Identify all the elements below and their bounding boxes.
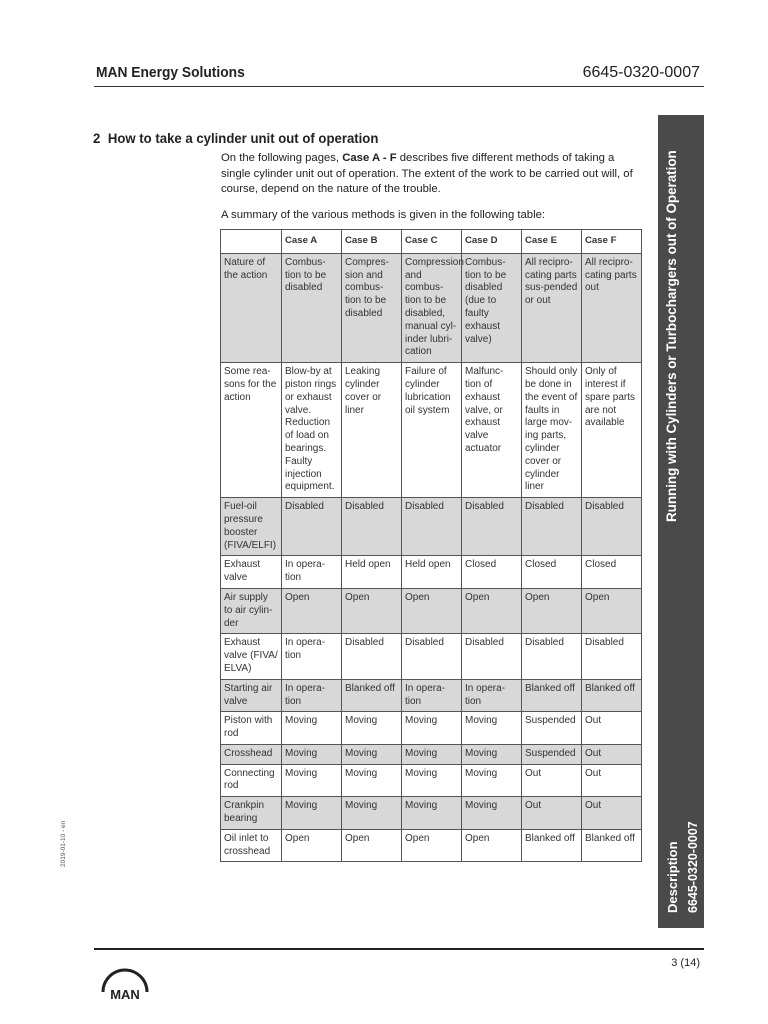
table-cell: Disabled (522, 634, 582, 679)
table-cell: Held open (402, 556, 462, 589)
table-cell: Open (402, 829, 462, 862)
table-cell: Moving (402, 712, 462, 745)
table-header-cell: Case C (402, 230, 462, 254)
table-cell: Only of interest if spare parts are not available (582, 363, 642, 498)
header-rule (94, 86, 704, 87)
summary-text: A summary of the various methods is given in the following table: (221, 209, 546, 221)
table-cell: In opera-tion (402, 679, 462, 712)
table-row (221, 588, 642, 633)
table-cell: Disabled (462, 498, 522, 556)
table-header-cell: Case E (522, 230, 582, 254)
table-cell: Suspended (522, 744, 582, 764)
table-cell: Open (342, 588, 402, 633)
table-cell: Moving (342, 764, 402, 797)
logo-text: MAN (110, 987, 140, 1002)
table-cell: Combus-tion to be disabled (282, 253, 342, 362)
table-cell: Moving (282, 797, 342, 830)
section-title-text: How to take a cylinder unit out of operation (107, 130, 379, 146)
table-cell: Closed (522, 556, 582, 589)
section-title (93, 130, 378, 146)
sidebar-description: Description (665, 841, 680, 913)
table-row (221, 797, 642, 830)
row-label-cell: Some rea-sons for the action (221, 363, 282, 498)
table-cell: All recipro-cating parts out (582, 253, 642, 362)
table-cell: Out (582, 797, 642, 830)
table-cell: Out (582, 712, 642, 745)
table-cell: Moving (462, 764, 522, 797)
summary-table (220, 229, 642, 862)
header-doc-number: 6645-0320-0007 (582, 64, 700, 81)
table-cell: In opera-tion (282, 634, 342, 679)
margin-date-stamp: 2019-01-10 - en (60, 820, 67, 867)
table-cell: Open (462, 588, 522, 633)
row-label-cell: Exhaust valve (FIVA/ ELVA) (221, 634, 282, 679)
intro-paragraph (221, 151, 641, 198)
table-cell: Moving (402, 744, 462, 764)
table-cell: Out (582, 764, 642, 797)
table-cell: Disabled (342, 634, 402, 679)
table-header-cell: Case D (462, 230, 522, 254)
table-header-cell: Case B (342, 230, 402, 254)
row-label-cell: Air supply to air cylin-der (221, 588, 282, 633)
table-cell: All recipro-cating parts sus-pended or out (522, 253, 582, 362)
table-cell: Moving (342, 712, 402, 745)
table-cell: Disabled (462, 634, 522, 679)
table-cell: Leaking cylinder cover or liner (342, 363, 402, 498)
table-cell: Failure of cylinder lubrication oil system (402, 363, 462, 498)
table-header-blank (221, 230, 282, 254)
section-number: 2 (93, 130, 101, 146)
table-cell: Compression and combus-tion to be disabled, manual cyl-inder lubri-cation (402, 253, 462, 362)
table-cell: Out (522, 764, 582, 797)
table-cell: Moving (402, 764, 462, 797)
table-row (221, 829, 642, 862)
intro-bold: Case A - F (342, 152, 397, 164)
row-label-cell: Crankpin bearing (221, 797, 282, 830)
table-cell: Moving (282, 744, 342, 764)
table-cell: Blanked off (582, 679, 642, 712)
table-row (221, 679, 642, 712)
table-cell: Open (522, 588, 582, 633)
table-row (221, 764, 642, 797)
table-cell: Open (282, 829, 342, 862)
table-cell: Open (342, 829, 402, 862)
table-cell: Closed (462, 556, 522, 589)
intro-text-2: describes five different methods of taking a single cylinder unit out of operation. The extent of the work to be carried out will, of course, depend on the nature of the trouble. (221, 152, 633, 195)
table-cell: In opera-tion (462, 679, 522, 712)
table-cell: Compres-sion and combus-tion to be disabled (342, 253, 402, 362)
table-body (221, 253, 642, 862)
row-label-cell: Fuel-oil pressure booster (FIVA/ELFI) (221, 498, 282, 556)
table-cell: Held open (342, 556, 402, 589)
table-cell: Disabled (282, 498, 342, 556)
table-cell: Disabled (402, 634, 462, 679)
table-cell: Moving (282, 764, 342, 797)
table-row (221, 556, 642, 589)
table-row (221, 253, 642, 362)
table-cell: Moving (282, 712, 342, 745)
table-cell: Open (402, 588, 462, 633)
table-cell: Disabled (522, 498, 582, 556)
table-cell: Moving (462, 797, 522, 830)
table-cell: In opera-tion (282, 679, 342, 712)
row-label-cell: Crosshead (221, 744, 282, 764)
table-cell: Blanked off (582, 829, 642, 862)
row-label-cell: Starting air valve (221, 679, 282, 712)
table-cell: Out (582, 744, 642, 764)
table-cell: Disabled (582, 498, 642, 556)
table-cell: Moving (462, 712, 522, 745)
table-cell: Blanked off (342, 679, 402, 712)
table-cell: Disabled (582, 634, 642, 679)
row-label-cell: Exhaust valve (221, 556, 282, 589)
table-header-row (221, 230, 642, 254)
table-cell: Disabled (342, 498, 402, 556)
footer-rule (94, 948, 704, 950)
table-cell: Blanked off (522, 829, 582, 862)
sidebar-title: Running with Cylinders or Turbochargers out of Operation (664, 150, 679, 522)
table-cell: Should only be done in the event of faults in large mov-ing parts, cylinder cover or cylinder liner (522, 363, 582, 498)
table-cell: Blanked off (522, 679, 582, 712)
table-cell: Malfunc-tion of exhaust valve, or exhaust valve actuator (462, 363, 522, 498)
table-cell: In opera-tion (282, 556, 342, 589)
table-cell: Open (462, 829, 522, 862)
table-cell: Moving (342, 797, 402, 830)
table-header-cell: Case F (582, 230, 642, 254)
table-cell: Moving (402, 797, 462, 830)
table-cell: Moving (342, 744, 402, 764)
table-cell: Moving (462, 744, 522, 764)
row-label-cell: Nature of the action (221, 253, 282, 362)
page-number: 3 (14) (671, 957, 700, 969)
table-cell: Out (522, 797, 582, 830)
table-row (221, 712, 642, 745)
table-row (221, 634, 642, 679)
table-cell: Blow-by at piston rings or exhaust valve. Reduction of load on bearings. Faulty injection equipment. (282, 363, 342, 498)
table-cell: Open (282, 588, 342, 633)
row-label-cell: Connecting rod (221, 764, 282, 797)
table-row (221, 744, 642, 764)
table-header-cell: Case A (282, 230, 342, 254)
company-name: MAN Energy Solutions (96, 64, 245, 81)
row-label-cell: Oil inlet to crosshead (221, 829, 282, 862)
intro-text-1: On the following pages, (221, 152, 343, 164)
table-row (221, 363, 642, 498)
table-cell: Open (582, 588, 642, 633)
table-cell: Closed (582, 556, 642, 589)
sidebar-doc-number: 6645-0320-0007 (686, 821, 700, 913)
table-cell: Suspended (522, 712, 582, 745)
table-cell: Combus-tion to be disabled (due to faulty exhaust valve) (462, 253, 522, 362)
row-label-cell: Piston with rod (221, 712, 282, 745)
table-cell: Disabled (402, 498, 462, 556)
table-row (221, 498, 642, 556)
man-logo (98, 968, 152, 1007)
